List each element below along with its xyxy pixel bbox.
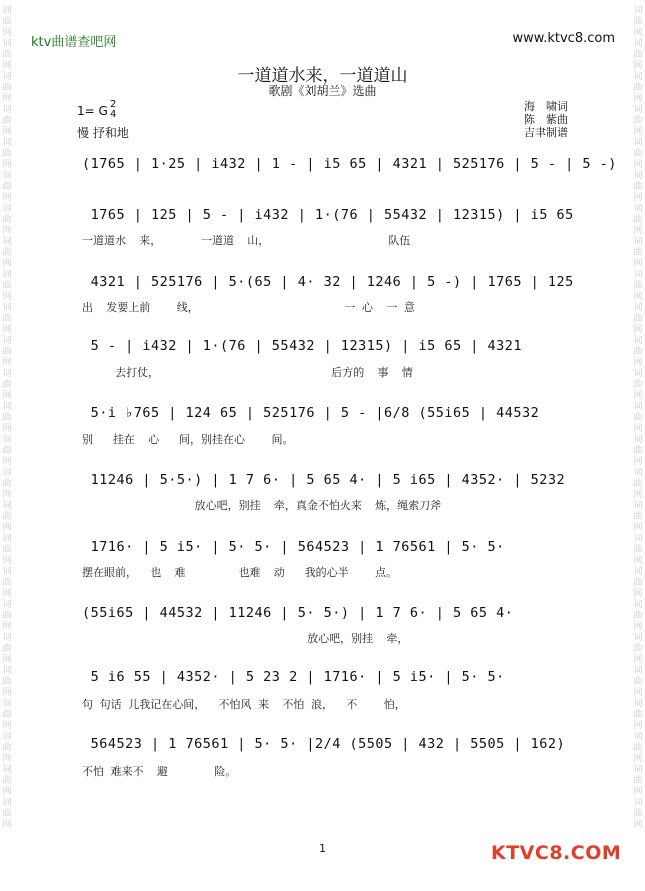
- credit-transcriber: 吉聿制谱: [524, 126, 568, 139]
- time-signature: [110, 100, 116, 120]
- score-line-9-notes: 5 i6 55 | 4352· | 5 23 2 | 1716· | 5 i5· | 5· 5·: [82, 669, 505, 685]
- key-signature: 1= G: [77, 104, 108, 118]
- credit-composer: 陈 紫曲: [524, 113, 568, 126]
- site-name-left[interactable]: ktv曲谱查吧网: [31, 35, 117, 50]
- tempo-marking: 慢 抒和地: [77, 126, 129, 140]
- score-line-10-notes: 564523 | 1 76561 | 5· 5· |2/4 (5505 | 432 | 5505 | 162): [82, 736, 566, 752]
- watermark-column-left: 词曲网词曲网词曲网词曲网词曲网词曲网词曲网词曲网词曲网词曲网词曲网词曲网词曲网词曲网词曲网词曲网词曲网词曲网词曲网词曲网词曲网词曲网词曲网词曲网词曲网: [2, 6, 12, 830]
- score-line-10-lyrics: 不怕 难来不 避 险。: [82, 765, 237, 778]
- score-line-8-lyrics: 放心吧，别挂 牵，: [82, 632, 409, 645]
- song-subtitle: 歌剧《刘胡兰》选曲: [268, 84, 377, 98]
- meter-top: 2: [110, 99, 117, 110]
- score-line-4-lyrics: 去打仗， 后方的 事 情: [82, 366, 413, 379]
- meter-bottom: 4: [110, 109, 117, 120]
- watermark-column-right: 词曲网词曲网词曲网词曲网词曲网词曲网词曲网词曲网词曲网词曲网词曲网词曲网词曲网词曲网词曲网词曲网词曲网词曲网词曲网词曲网词曲网词曲网词曲网词曲网词曲网: [633, 6, 643, 830]
- song-title: 一道道水来，一道道山: [237, 66, 408, 86]
- score-line-9-lyrics: 句 句话 儿我记在心间， 不怕风 来 不怕 浪， 不 怕，: [82, 698, 406, 711]
- score-line-7-notes: 1716· | 5 i5· | 5· 5· | 564523 | 1 76561 | 5· 5·: [82, 539, 505, 555]
- score-line-8-notes: (55i65 | 44532 | 11246 | 5· 5·) | 1 7 6· | 5 65 4·: [82, 605, 514, 621]
- score-line-7-lyrics: 摆在眼前， 也 难 也难 动 我的心半 点。: [82, 566, 398, 579]
- score-line-3-lyrics: 出 发要上前 线， 一 心 一 意: [82, 301, 415, 314]
- site-url-right[interactable]: www.ktvc8.com: [512, 31, 615, 46]
- score-line-3-notes: 4321 | 525176 | 5·(65 | 4· 32 | 1246 | 5 -) | 1765 | 125: [82, 274, 574, 290]
- credits: [524, 100, 568, 139]
- score-line-4-notes: 5 - | i432 | 1·(76 | 55432 | 12315) | i5 65 | 4321: [82, 338, 523, 354]
- score-line-6-lyrics: 放心吧，别挂 牵，真金不怕火来 炼，绳索刀斧: [82, 499, 442, 512]
- score-line-1-notes: (1765 | 1·25 | i432 | 1 - | i5 65 | 4321 | 525176 | 5 - | 5 -): [82, 156, 617, 172]
- score-line-5-lyrics: 别 挂在 心 间，别挂在心 间。: [82, 433, 294, 446]
- score-line-5-notes: 5·i ♭765 | 124 65 | 525176 | 5 - |6/8 (55i65 | 44532: [82, 405, 540, 421]
- score-line-2-notes: 1765 | 125 | 5 - | i432 | 1·(76 | 55432 | 12315) | i5 65: [82, 207, 574, 223]
- score-line-6-notes: 11246 | 5·5·) | 1 7 6· | 5 65 4· | 5 i65 | 4352· | 5232: [82, 472, 566, 488]
- site-logo[interactable]: KTVC8.COM: [491, 842, 622, 864]
- credit-lyricist: 海 啸词: [524, 100, 568, 113]
- page-number: 1: [319, 842, 326, 855]
- score-line-2-lyrics: 一道道水 来， 一道道 山， 队伍: [82, 234, 411, 247]
